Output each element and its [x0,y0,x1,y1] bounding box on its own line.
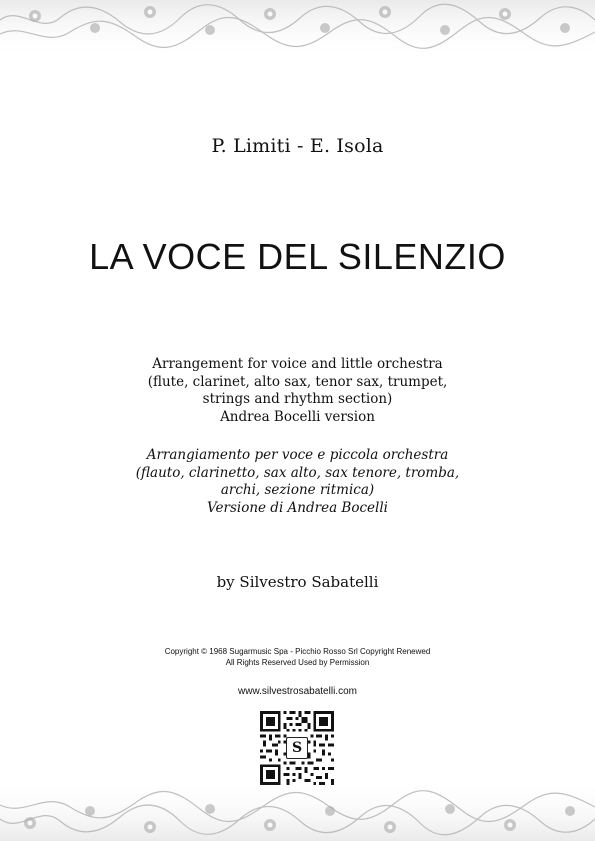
top-floral-ornament [0,0,595,60]
composers-credit: P. Limiti - E. Isola [211,135,384,157]
description-english-line: Arrangement for voice and little orchestra [152,356,443,372]
bottom-floral-ornament [0,779,595,841]
qr-logo-badge: S [286,737,308,759]
description-italian-line: (flauto, clarinetto, sax alto, sax tenore, tromba, [135,464,460,481]
arranger-credit: by Silvestro Sabatelli [216,573,379,591]
description-english-line: Andrea Bocelli version [220,408,375,425]
page-title: LA VOCE DEL SILENZIO [89,236,506,277]
copyright-notice [0,647,595,668]
description-italian-line: Arrangiamento per voce e piccola orchestra [146,447,449,463]
description-english-line: (flute, clarinet, alto sax, tenor sax, trumpet, [147,373,448,390]
description-italian [0,447,595,517]
description-english-line: strings and rhythm section) [202,391,393,408]
description-italian-line: Versione di Andrea Bocelli [207,499,388,516]
description-english [0,356,595,426]
copyright-line: Copyright © 1968 Sugarmusic Spa - Picchio Rosso Srl Copyright Renewed [164,647,431,656]
website-link[interactable]: www.silvestrosabatelli.com [238,686,357,697]
description-italian-line: archi, sezione ritmica) [220,482,375,499]
copyright-line: All Rights Reserved Used by Permission [225,657,370,667]
